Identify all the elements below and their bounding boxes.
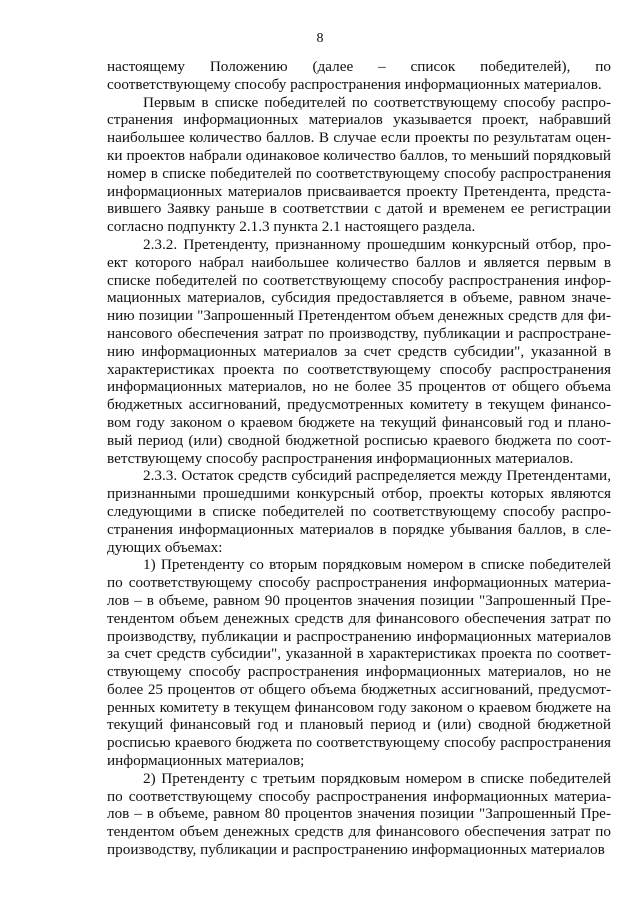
paragraph-2-3-3: 2.3.3. Остаток средств субсидий распределяется между Претендентами, признанными прошедшими конкурсный отбор, проекты которых являются следующими в списке победителей по соответствующему способу распространения информационных материалов в порядке убывания баллов, в следующих объемах: [107,467,611,556]
paragraph-2-3-2: 2.3.2. Претенденту, признанному прошедшим конкурсный отбор, проект которого набрал наибольшее количество баллов и является первым в списке победителей по соответствующему способу распространения информационных материалов, субсидия предоставляется в объеме, равном значению позиции "Запрошенный Претендентом объем денежных средств для финансового обеспечения затрат по производству, публикации и распространению информационных материалов за счет средств субсидии", указанной в характеристиках проекта по соответствующему способу распространения информационных материалов, но не более 35 процентов от общего объема бюджетных ассигнований, предусмотренных комитету в текущем финансовом году законом о краевом бюджете на текущий финансовый год и плановый период (или) сводной бюджетной росписью краевого бюджета по соответствующему способу распространения информационных материалов. [107,235,611,467]
paragraph-winner-ranking: Первым в списке победителей по соответствующему способу распространения информационных материалов указывается проект, набравший наибольшее количество баллов. В случае если проекты по результатам оценки проектов набрали одинаковое количество баллов, то меньший порядковый номер в списке победителей по соответствующему способу распространения информационных материалов присваивается проекту Претендента, представившего Заявку раньше в соответствии с датой и временем ее регистрации согласно подпункту 2.1.3 пункта 2.1 настоящего раздела. [107,93,611,236]
list-item-2: 2) Претенденту с третьим порядковым номером в списке победителей по соответствующему способу распространения информационных материалов – в объеме, равном 80 процентов значения позиции "Запрошенный Претендентом объем денежных средств для финансового обеспечения затрат по производству, публикации и распространению информационных материалов [107,769,611,859]
page-number: 8 [316,31,324,46]
paragraph-continuation: настоящему Положению (далее – список победителей), по соответствующему способу распространения информационных материалов. [107,58,611,93]
list-item-1: 1) Претенденту со вторым порядковым номером в списке победителей по соответствующему способу распространения информационных материалов – в объеме, равном 90 процентов значения позиции "Запрошенный Претендентом объем денежных средств для финансового обеспечения затрат по производству, публикации и распространению информационных материалов за счет средств субсидии", указанной в характеристиках проекта по соответствующему способу распространения информационных материалов, но не более 25 процентов от общего объема бюджетных ассигнований, предусмотренных комитету в текущем финансовом году законом о краевом бюджете на текущий финансовый год и плановый период и (или) сводной бюджетной росписью краевого бюджета по соответствующему способу распространения информационных материалов; [107,556,611,770]
document-body [107,58,611,859]
